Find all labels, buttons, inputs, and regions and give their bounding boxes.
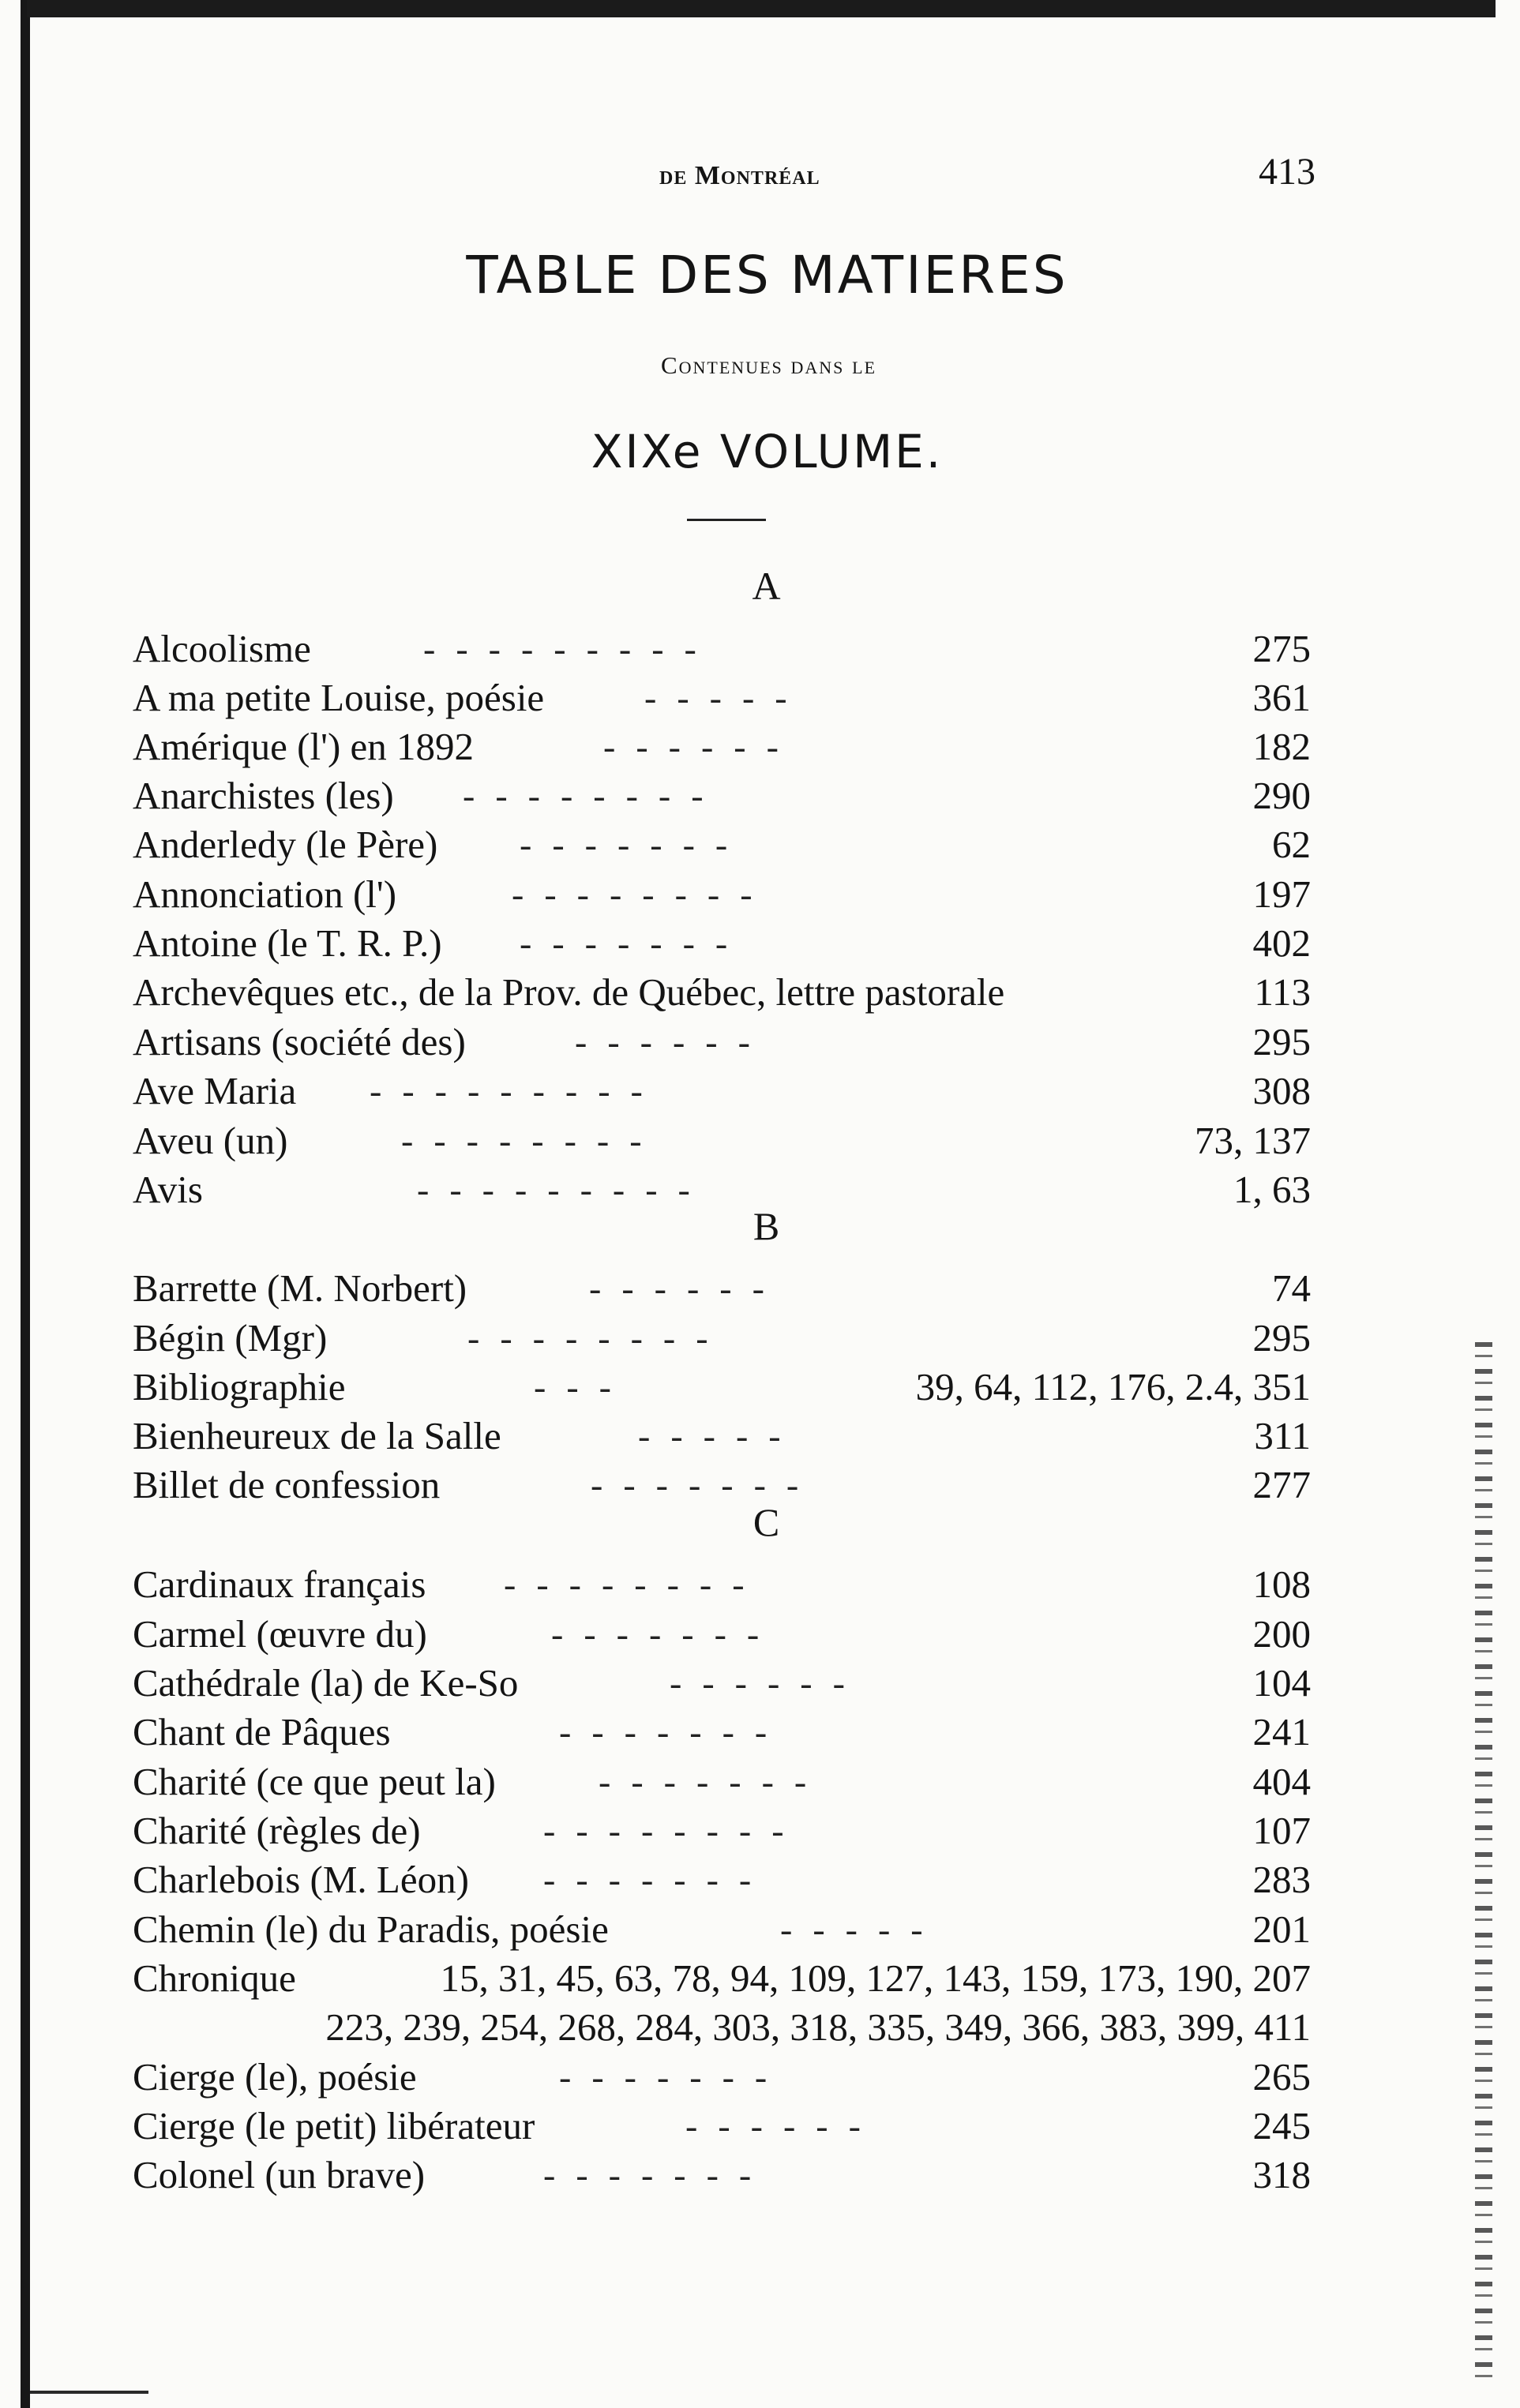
scan-edge-right [1475,1342,1492,2384]
index-entry [133,2002,1317,2053]
entry-pages: 295 [1252,1316,1311,1360]
entry-pages: 318 [1252,2153,1311,2196]
index-entry [133,1559,1317,1610]
entry-term: Artisans (société des) [133,1020,466,1063]
dot-leader: ------- [599,1761,828,1802]
index-entry [133,1707,1317,1757]
index-entry [133,1904,1317,1955]
title-divider [687,519,766,521]
index-entry [133,722,1317,772]
index-entry [133,1953,1317,2004]
section-letter: A [752,564,781,608]
index-entry [133,1066,1317,1116]
index-entry [133,869,1317,920]
page-title: TABLE DES MATIERES [466,245,1068,306]
entry-pages: 402 [1252,921,1311,965]
entry-pages: 223, 239, 254, 268, 284, 303, 318, 335, 349, 366, 383, 399, 411 [325,2005,1311,2049]
entry-pages: 73, 137 [1195,1119,1311,1162]
scan-border-top [27,0,1496,17]
entry-term: Barrette (M. Norbert) [133,1266,467,1310]
entry-term: Cierge (le petit) libérateur [133,2104,535,2147]
entry-pages: 404 [1252,1760,1311,1803]
entry-pages: 308 [1252,1069,1311,1112]
dot-leader: ------- [559,2057,788,2097]
index-entry [133,1362,1317,1412]
volume-label: XIXe VOLUME. [591,425,944,478]
entry-term: Charlebois (M. Léon) [133,1858,469,1901]
entry-term: Bégin (Mgr) [133,1316,328,1360]
dot-leader: ------- [551,1614,780,1654]
entry-term: Archevêques etc., de la Prov. de Québec, lettre pastorale [133,970,1005,1014]
entry-term: Ave Maria [133,1069,297,1112]
entry-term: Carmel (œuvre du) [133,1612,427,1656]
entry-term: Colonel (un brave) [133,2153,426,2196]
entry-pages: 108 [1252,1562,1311,1606]
entry-term: Cierge (le), poésie [133,2055,417,2099]
index-entry [133,967,1317,1018]
entry-pages: 104 [1252,1661,1311,1705]
entry-term: Bibliographie [133,1365,346,1408]
running-head [0,150,1520,197]
entry-pages: 74 [1272,1266,1311,1310]
entry-term: A ma petite Louise, poésie [133,676,545,719]
entry-pages: 201 [1252,1907,1311,1951]
entry-pages: 283 [1252,1858,1311,1901]
index-entry [133,2101,1317,2151]
entry-term: Antoine (le T. R. P.) [133,921,442,965]
index-entry [133,1017,1317,1067]
entry-term: Anderledy (le Père) [133,823,438,866]
entry-pages: 113 [1254,970,1311,1014]
index-entry [133,1855,1317,1905]
index-entry [133,624,1317,674]
entry-term: Cardinaux français [133,1562,426,1606]
index-entry [133,2052,1317,2102]
index-entry [133,1313,1317,1363]
dot-leader: -------- [463,775,724,816]
scan-border-bottom [30,2391,148,2394]
entry-pages: 241 [1252,1710,1311,1753]
entry-term: Chronique [133,1956,296,2000]
dot-leader: ------ [685,2106,881,2146]
entry-pages: 197 [1252,872,1311,916]
entry-term: Amérique (l') en 1892 [133,725,475,768]
index-entry [133,1263,1317,1314]
entry-pages: 245 [1252,2104,1311,2147]
dot-leader: -------- [543,1810,805,1851]
entry-term: Aveu (un) [133,1119,288,1162]
dot-leader: --------- [370,1071,663,1111]
entry-pages: 107 [1252,1809,1311,1852]
entry-term: Anarchistes (les) [133,774,394,817]
entry-term: Annonciation (l') [133,872,397,916]
entry-pages: 290 [1252,774,1311,817]
index-entry [133,918,1317,969]
index-entry [133,1806,1317,1856]
entry-pages: 1, 63 [1233,1168,1311,1211]
page-number: 413 [1259,151,1315,193]
entry-pages: 62 [1272,823,1311,866]
dot-leader: ----- [644,677,808,718]
dot-leader: ------ [575,1022,771,1062]
index-entry [133,820,1317,870]
index-entry [133,673,1317,723]
index-entry [133,1609,1317,1660]
running-title: de Montréal [659,161,820,190]
entry-pages: 39, 64, 112, 176, 2.4, 351 [915,1365,1311,1408]
dot-leader: ------- [543,2155,772,2195]
dot-leader: --- [534,1367,632,1407]
entry-pages: 265 [1252,2055,1311,2099]
dot-leader: -------- [467,1318,729,1358]
index-entry [133,1411,1317,1461]
dot-leader: ----- [780,1909,944,1949]
entry-term: Alcoolisme [133,627,311,670]
index-entry [133,1658,1317,1708]
index-entry [133,2150,1317,2200]
dot-leader: ------ [603,726,799,767]
dot-leader: ------- [559,1712,788,1752]
entry-pages: 277 [1252,1463,1311,1506]
entry-term: Chemin (le) du Paradis, poésie [133,1907,609,1951]
dot-leader: ------ [589,1268,785,1308]
page-subtitle: Contenues dans le [660,351,877,379]
entry-term: Charité (règles de) [133,1809,421,1852]
dot-leader: --------- [423,628,717,669]
entry-pages: 295 [1252,1020,1311,1063]
section-letter: C [752,1500,780,1544]
dot-leader: ------ [670,1663,865,1703]
entry-pages: 311 [1254,1414,1311,1457]
dot-leader: --------- [417,1169,711,1210]
entry-pages: 275 [1252,627,1311,670]
entry-pages: 15, 31, 45, 63, 78, 94, 109, 127, 143, 159, 173, 190, 207 [440,1956,1311,2000]
index-entry [133,771,1317,821]
dot-leader: ------- [591,1465,820,1505]
entry-pages: 200 [1252,1612,1311,1656]
entry-pages: 361 [1252,676,1311,719]
entry-term: Cathédrale (la) de Ke-So [133,1661,519,1705]
dot-leader: ----- [638,1416,801,1456]
entry-term: Chant de Pâques [133,1710,391,1753]
entry-term: Avis [133,1168,203,1211]
dot-leader: -------- [504,1564,765,1604]
section-letter: B [752,1204,780,1248]
dot-leader: -------- [401,1120,662,1161]
dot-leader: ------- [520,824,749,865]
entry-term: Bienheureux de la Salle [133,1414,501,1457]
dot-leader: -------- [512,874,773,914]
entry-pages: 182 [1252,725,1311,768]
dot-leader: ------- [543,1859,772,1900]
index-entry [133,1116,1317,1166]
dot-leader: ------- [520,923,749,963]
entry-term: Charité (ce que peut la) [133,1760,496,1803]
entry-term: Billet de confession [133,1463,441,1506]
index-entry [133,1757,1317,1807]
